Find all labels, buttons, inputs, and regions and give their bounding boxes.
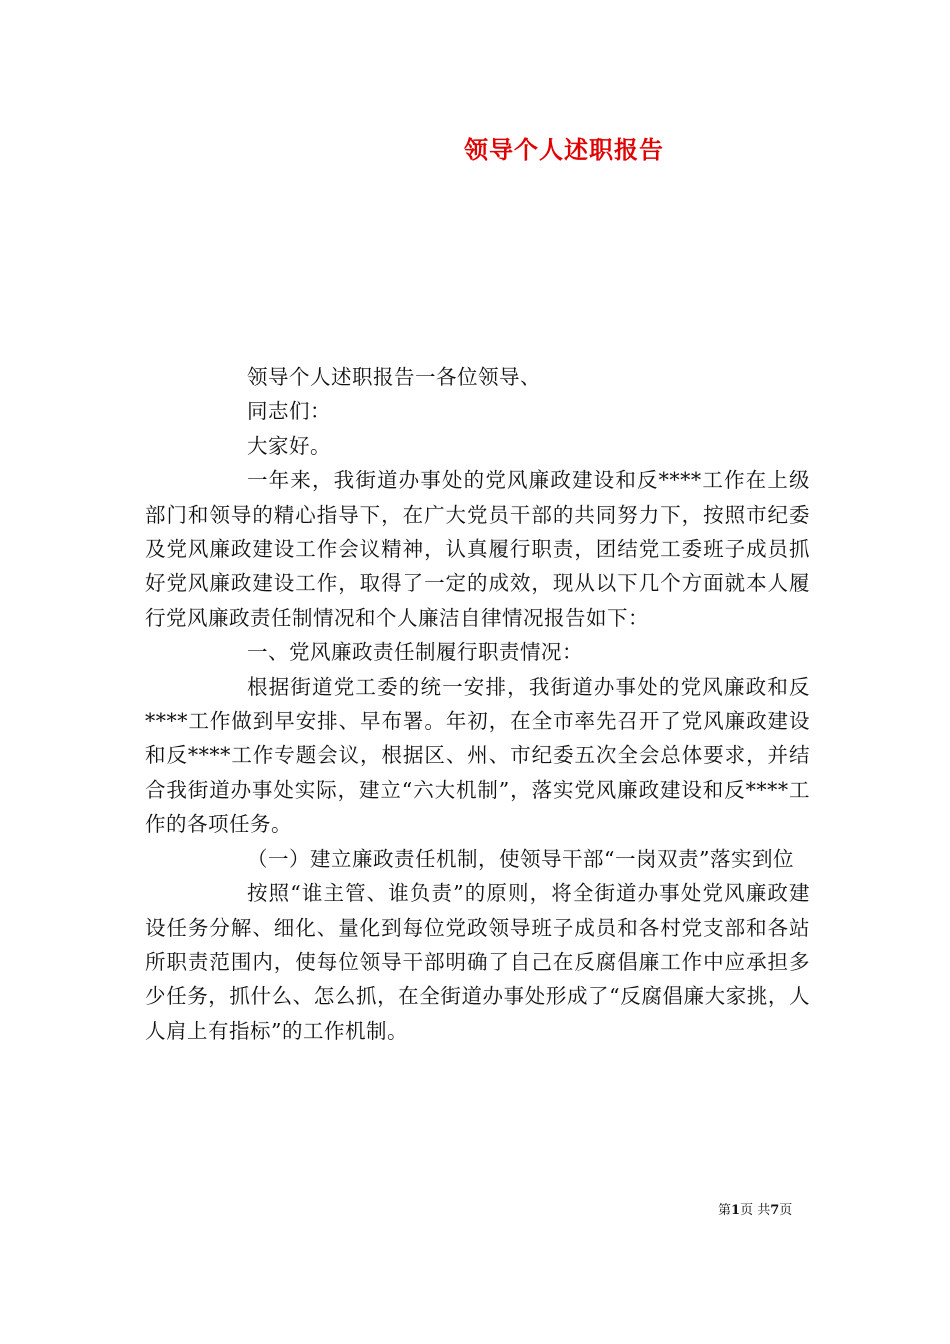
footer-prefix: 第 bbox=[718, 1203, 732, 1218]
document-title: 领导个人述职报告 bbox=[464, 135, 664, 164]
page-number-footer bbox=[718, 1201, 792, 1221]
footer-suffix: 页 bbox=[779, 1203, 793, 1218]
paragraph-section-1: 根据街道党工委的统一安排，我街道办事处的党风廉政和反****工作做到早安排、早布署。年初，在全市率先召开了党风廉政建设和反****工作专题会议，根据区、州、市纪委五次全会总体要求，并结合我街道办事处实际，建立“六大机制”，落实党风廉政建设和反****工作的各项任务。 bbox=[145, 674, 810, 837]
subsection-heading-1: （一）建立廉政责任机制，使领导干部“一岗双责”落实到位 bbox=[247, 846, 794, 871]
paragraph-salutation-2: 同志们： bbox=[247, 399, 331, 424]
paragraph-intro: 一年来，我街道办事处的党风廉政建设和反****工作在上级部门和领导的精心指导下，在广大党员干部的共同努力下，按照市纪委及党风廉政建设工作会议精神，认真履行职责，团结党工委班子成员抓好党风廉政建设工作，取得了一定的成效，现从以下几个方面就本人履行党风廉政责任制情况和个人廉洁自律情况报告如下： bbox=[145, 468, 810, 630]
paragraph-subsection-1: 按照“谁主管、谁负责”的原则，将全街道办事处党风廉政建设任务分解、细化、量化到每位党政领导班子成员和各村党支部和各站所职责范围内，使每位领导干部明确了自己在反腐倡廉工作中应承担多少任务，抓什么、怎么抓，在全街道办事处形成了“反腐倡廉大家挑，人人肩上有指标”的工作机制。 bbox=[145, 881, 810, 1043]
footer-current-page: 1 bbox=[731, 1203, 741, 1218]
document-body bbox=[145, 360, 810, 1048]
footer-middle: 页 共 bbox=[740, 1203, 771, 1218]
paragraph-salutation-1: 领导个人述职报告一各位领导、 bbox=[247, 365, 541, 389]
paragraph-greeting: 大家好。 bbox=[247, 433, 331, 458]
footer-total-pages: 7 bbox=[770, 1203, 780, 1218]
section-heading-1: 一、党风廉政责任制履行职责情况： bbox=[247, 640, 583, 665]
